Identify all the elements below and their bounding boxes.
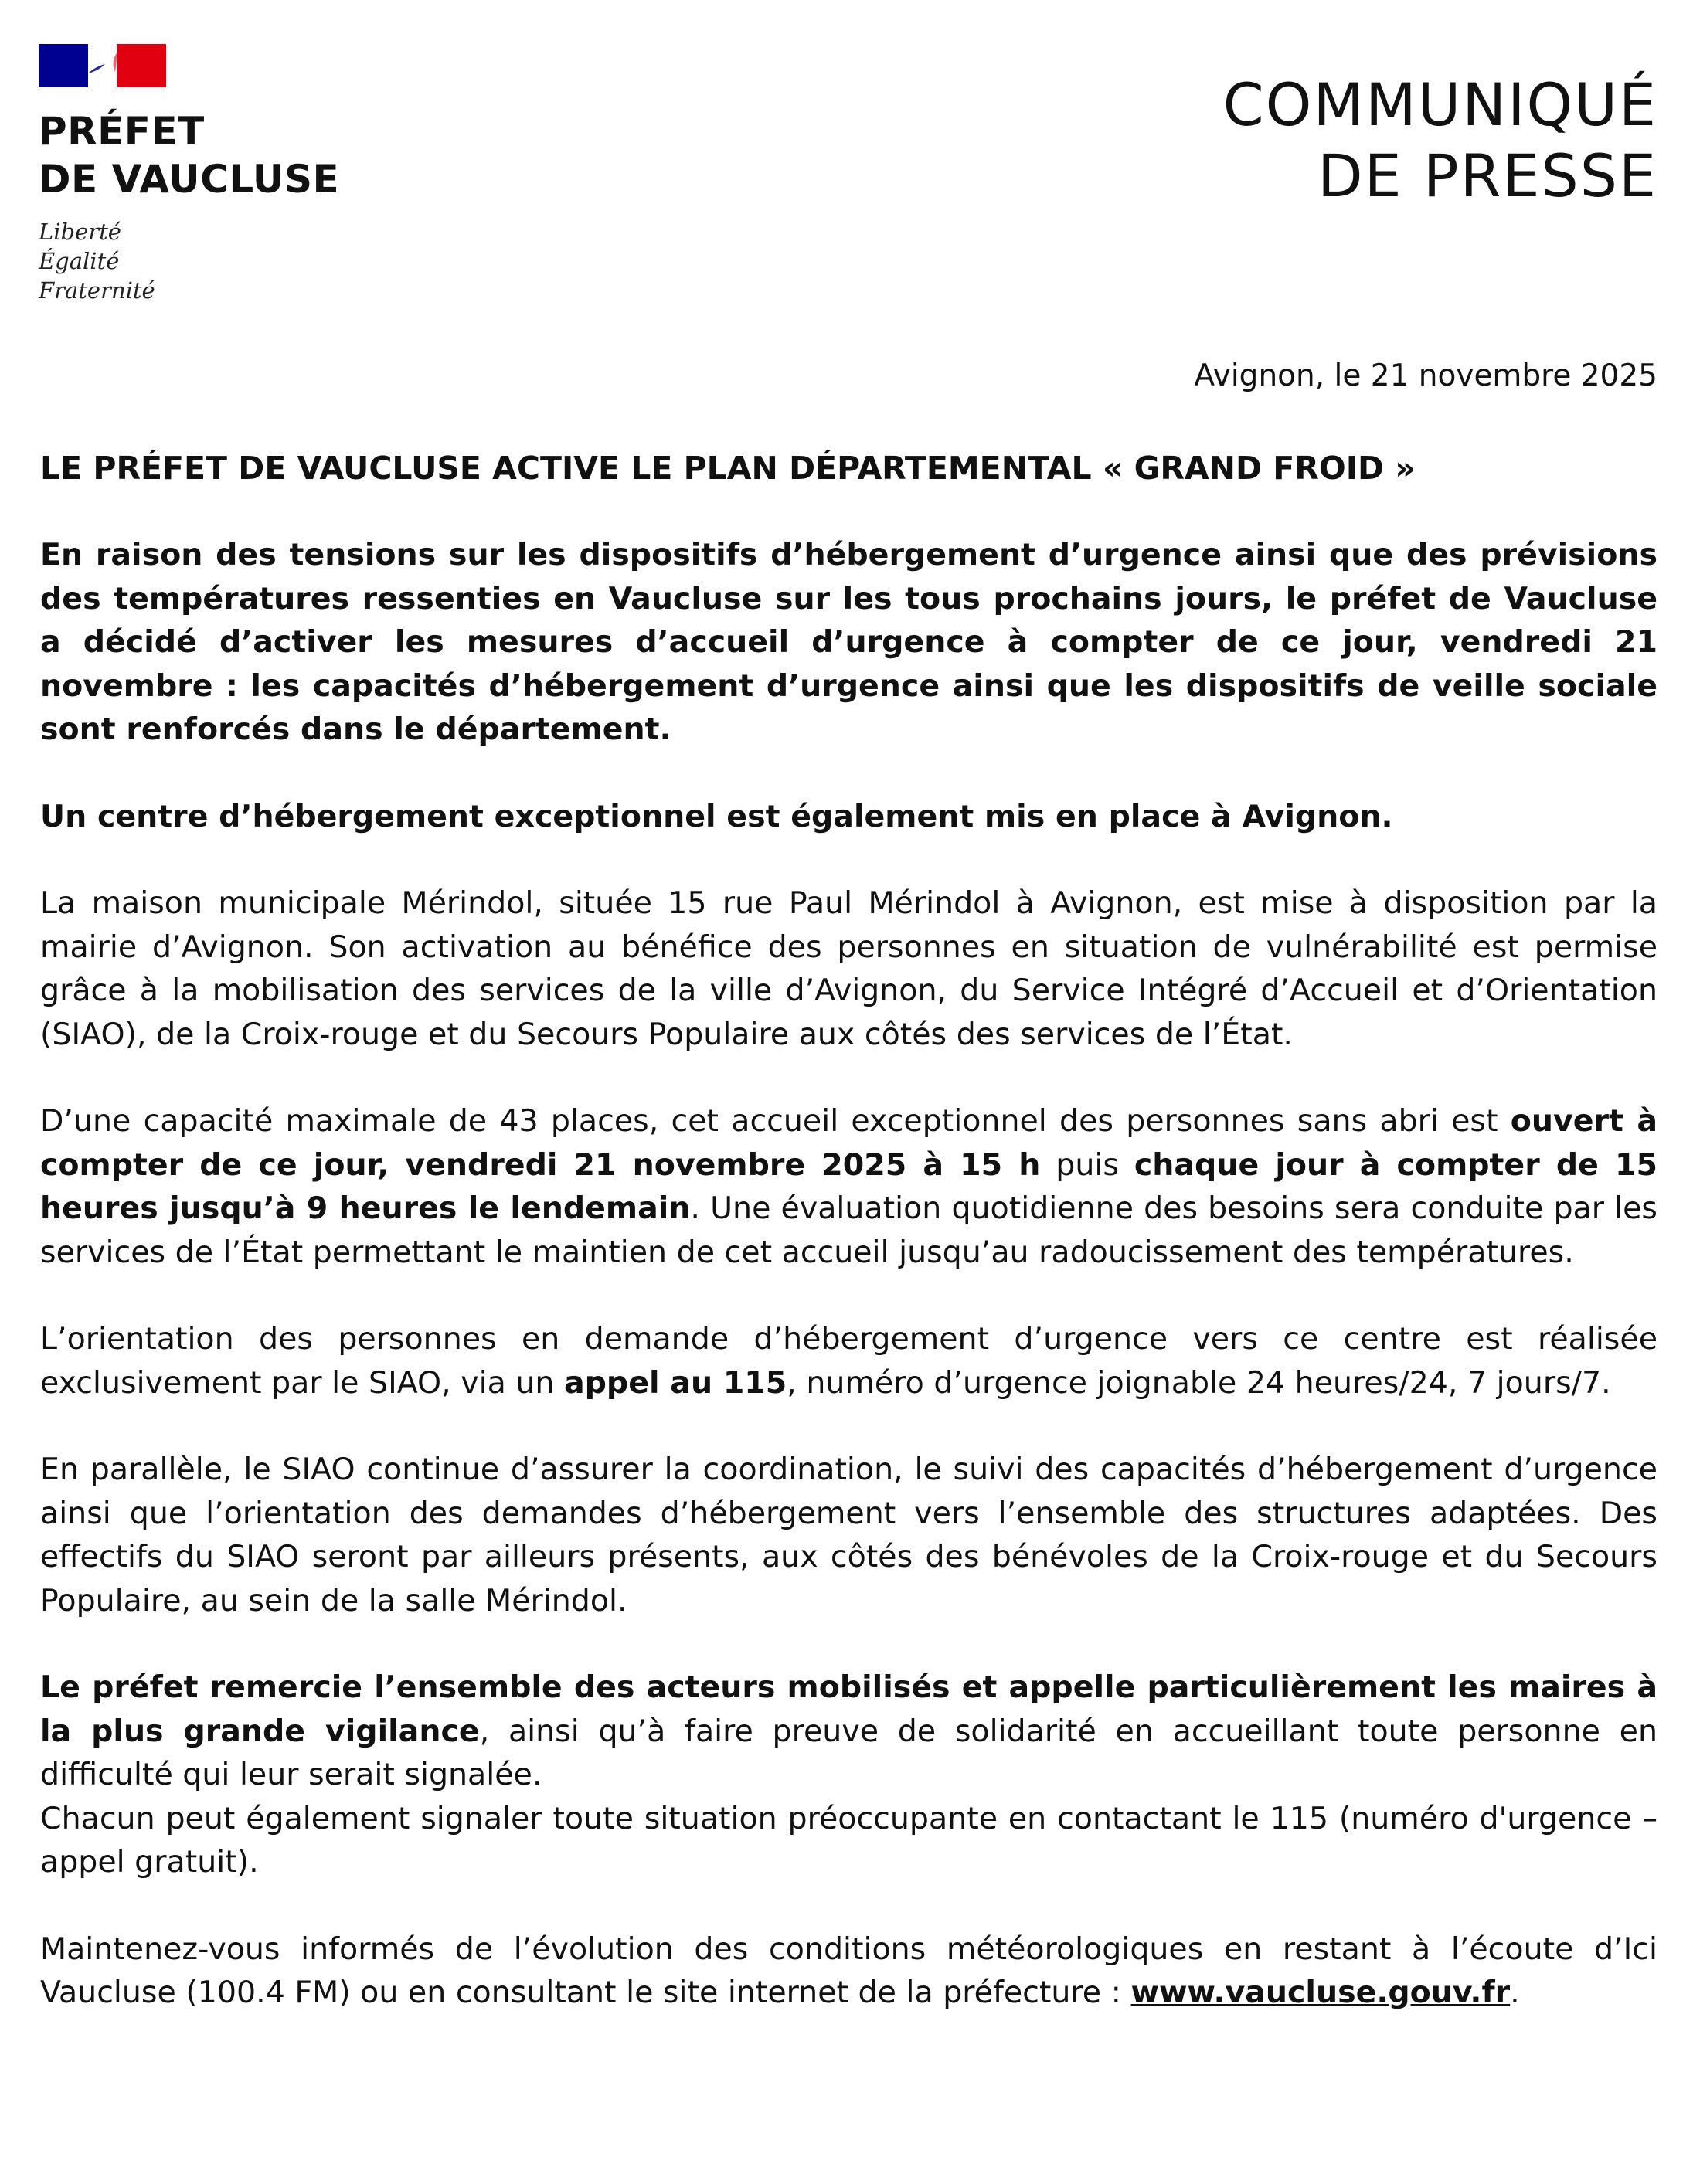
orientation-text-1: L’orientation des personnes en demande d’hébergement d’urgence vers ce centre est réalisée exclusivement par le SIAO, via un — [40, 1321, 1658, 1401]
intro-paragraph — [40, 533, 1658, 752]
info-text-end: . — [1510, 1975, 1520, 2010]
info-text: Maintenez-vous informés de l’évolution des conditions météorologiques en restant à l’écoute d’Ici Vaucluse (100.4 FM) ou en consultant le site internet de la préfecture : — [40, 1931, 1658, 2010]
location-paragraph: La maison municipale Mérindol, située 15 rue Paul Mérindol à Avignon, est mise à disposition par la mairie d’Avignon. Son activation au bénéfice des personnes en situation de vulnérabilité est permise grâce à la mobilisation des services de la ville d’Avignon, du Service Intégré d’Accueil et d’Orientation (SIAO), de la Croix-rouge et du Secours Populaire aux côtés des services de l’État. — [40, 885, 1658, 1052]
document-type-line1: COMMUNIQUÉ — [1222, 70, 1658, 139]
coordination-paragraph: En parallèle, le SIAO continue d’assurer la coordination, le suivi des capacités d’hébergement d’urgence ainsi que l’orientation des demandes d’hébergement vers l’ensemble des structures adaptées. Des effectifs du SIAO seront par ailleurs présents, aux côtés des bénévoles de la Croix-rouge et du Secours Populaire, au sein de la salle Mérindol. — [40, 1452, 1658, 1618]
document-type — [1223, 70, 1658, 212]
republic-motto — [39, 217, 379, 305]
press-release-body — [40, 533, 1658, 2058]
flag-blue-band — [39, 44, 88, 87]
capacity-text-1: D’une capacité maximale de 43 places, cet accueil exceptionnel des personnes sans abri est — [40, 1103, 1511, 1139]
capacity-paragraph — [40, 1099, 1658, 1274]
capacity-opening-bold: ouvert à compter de ce jour, vendredi 21 novembre 2025 à 15 h — [40, 1103, 1658, 1183]
capacity-text-3: . Une évaluation quotidienne des besoins sera conduite par les services de l’État permettant le maintien de cet accueil jusqu’au radoucissement des températures. — [40, 1191, 1658, 1270]
thanks-bold: Le préfet remercie l’ensemble des acteurs mobilisés et appelle particulièrement les maires à la plus grande vigilance — [40, 1669, 1658, 1749]
prefecture-website-link[interactable]: www.vaucluse.gouv.fr — [1130, 1975, 1511, 2010]
marianne-flag-icon — [39, 42, 166, 89]
orientation-paragraph — [40, 1317, 1658, 1404]
logo-title-line1: PRÉFET — [39, 109, 205, 154]
flag-red-band — [117, 44, 166, 87]
motto-fraternite: Fraternité — [39, 277, 155, 304]
thanks-paragraph — [40, 1666, 1658, 1797]
center-announcement-text: Un centre d’hébergement exceptionnel est également mis en place à Avignon. — [40, 798, 1393, 834]
intro-text: En raison des tensions sur les dispositifs d’hébergement d’urgence ainsi que des prévisions des températures ressenties en Vaucluse sur les tous prochains jours, le préfet de Vaucluse a décidé d’activer les mesures d’accueil d’urgence à compter de ce jour, vendredi 21 novembre : les capacités d’hébergement d’urgence ainsi que les dispositifs de veille sociale sont renforcés dans le département. — [40, 537, 1658, 747]
motto-egalite: Égalité — [39, 248, 120, 274]
date-line: Avignon, le 21 novembre 2025 — [1194, 358, 1658, 393]
motto-liberte: Liberté — [39, 219, 121, 245]
info-paragraph — [40, 1928, 1658, 2015]
capacity-text-2: puis — [1040, 1146, 1134, 1183]
orientation-text-2: , numéro d’urgence joignable 24 heures/24, 7 jours/7. — [787, 1364, 1611, 1401]
prefecture-logo — [39, 42, 379, 305]
logo-title-line2: DE VAUCLUSE — [39, 157, 340, 202]
thanks-text: , ainsi qu’à faire preuve de solidarité en accueillant toute personne en difficulté qui leur serait signalée. — [40, 1713, 1658, 1792]
document-type-line2: DE PRESSE — [1318, 141, 1658, 210]
orientation-call-bold: appel au 115 — [564, 1364, 787, 1401]
report-paragraph: Chacun peut également signaler toute situation préoccupante en contactant le 115 (numéro d'urgence – appel gratuit). — [40, 1800, 1658, 1880]
center-announcement-paragraph — [40, 795, 1658, 839]
capacity-hours-bold: chaque jour à compter de 15 heures jusqu’à 9 heures le lendemain — [40, 1146, 1658, 1226]
press-release-title: LE PRÉFET DE VAUCLUSE ACTIVE LE PLAN DÉPARTEMENTAL « GRAND FROID » — [40, 450, 1416, 487]
